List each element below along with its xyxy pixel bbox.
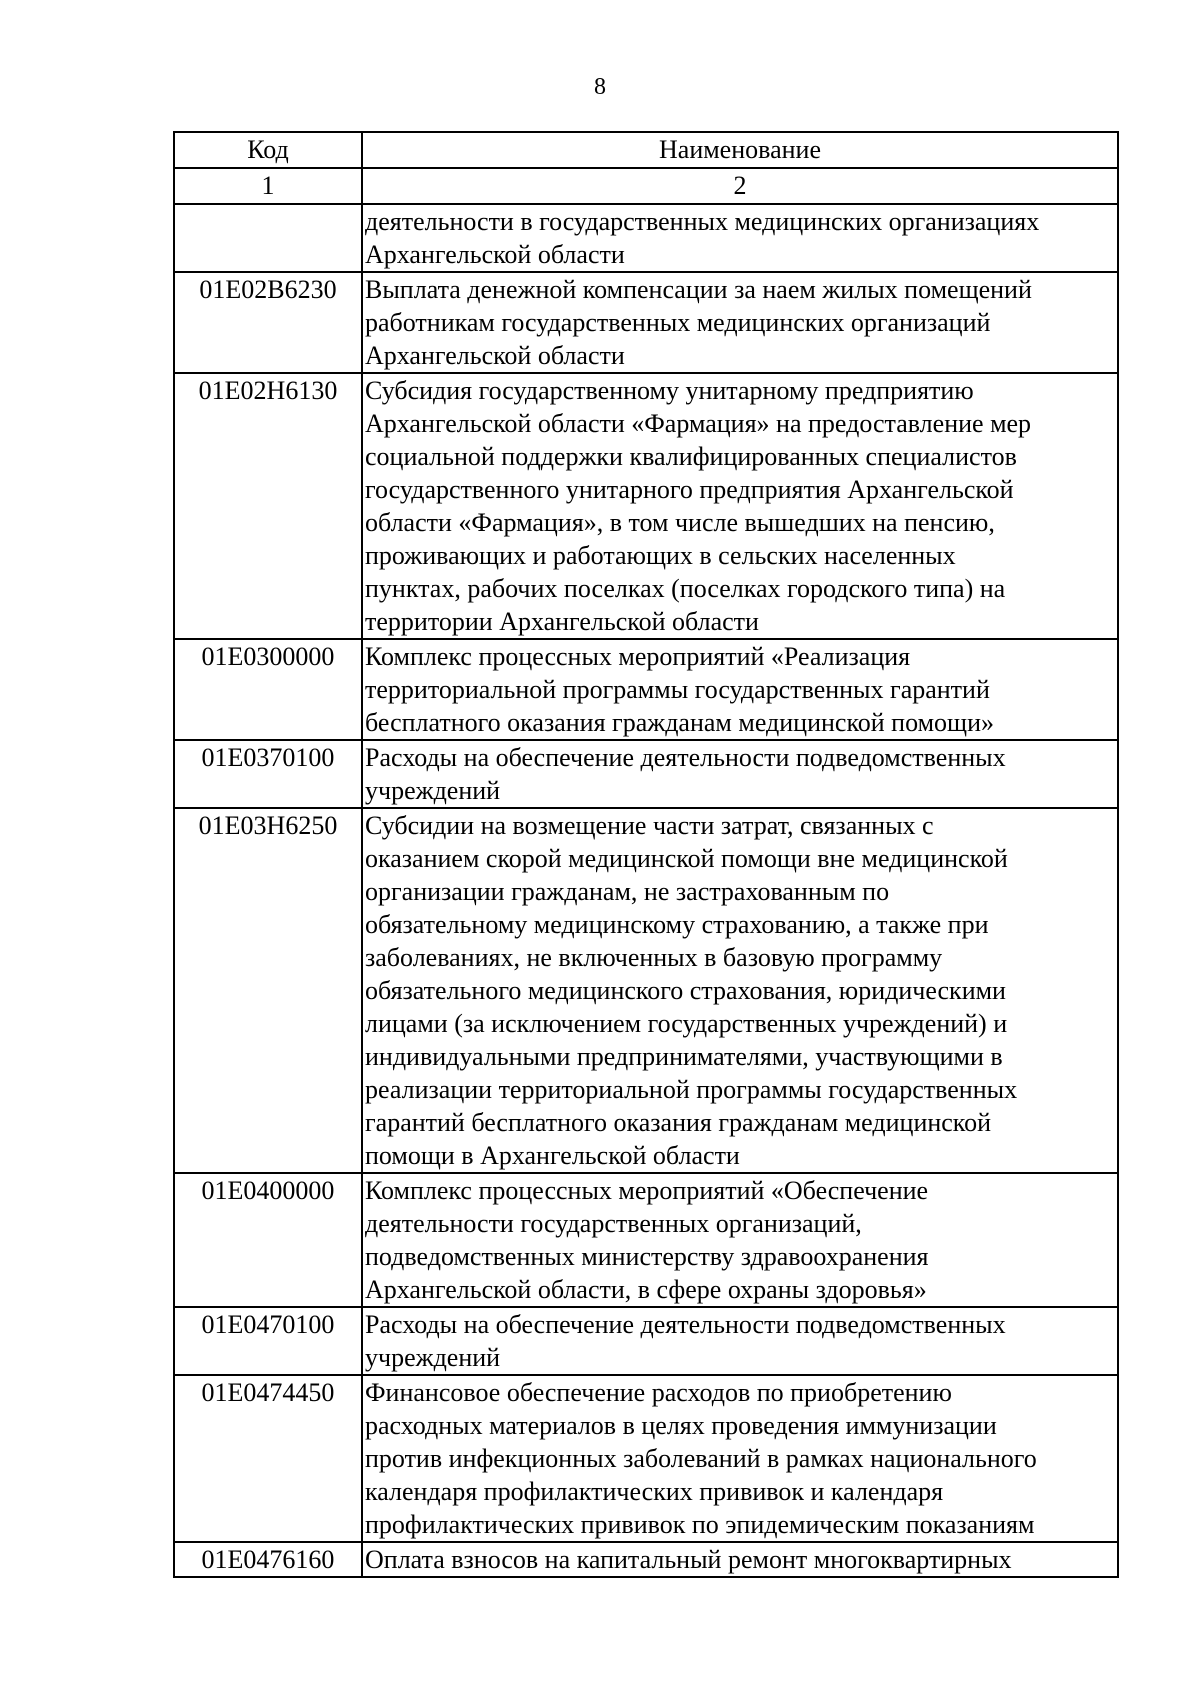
table-header-row — [174, 132, 1118, 168]
row-name — [362, 1307, 1118, 1375]
row-name-line: учреждений — [365, 1343, 501, 1372]
row-name-line: Архангельской области — [365, 341, 625, 370]
table-row — [174, 740, 1118, 808]
row-name — [362, 1375, 1118, 1542]
row-name-line: области «Фармация», в том числе вышедших на пенсию, — [365, 508, 995, 537]
row-name-line: Расходы на обеспечение деятельности подведомственных — [365, 743, 1006, 772]
row-name-line: учреждений — [365, 776, 501, 805]
table-row — [174, 373, 1118, 639]
table-row — [174, 204, 1118, 272]
row-name-line: оказанием скорой медицинской помощи вне медицинской — [365, 844, 1008, 873]
row-name — [362, 272, 1118, 373]
row-name-line: против инфекционных заболеваний в рамках национального — [365, 1444, 1037, 1473]
row-code: 01E02B6230 — [174, 272, 362, 373]
table-row — [174, 639, 1118, 740]
row-name-line: обязательному медицинскому страхованию, а также при — [365, 910, 989, 939]
row-code — [174, 204, 362, 272]
row-name-line: бесплатного оказания гражданам медицинской помощи» — [365, 708, 994, 737]
row-name-line: обязательного медицинского страхования, юридическими — [365, 976, 1006, 1005]
table-body — [174, 204, 1118, 1577]
row-name-line: пунктах, рабочих поселках (поселках городского типа) на — [365, 574, 1006, 603]
row-name — [362, 1542, 1118, 1577]
row-name — [362, 373, 1118, 639]
row-name-line: Комплекс процессных мероприятий «Обеспечение — [365, 1176, 929, 1205]
row-name-line: календаря профилактических прививок и календаря — [365, 1477, 944, 1506]
row-name-line: проживающих и работающих в сельских населенных — [365, 541, 956, 570]
row-name-line: деятельности государственных организаций, — [365, 1209, 862, 1238]
budget-code-table — [173, 131, 1119, 1578]
row-name-line: Комплекс процессных мероприятий «Реализация — [365, 642, 911, 671]
row-name-line: территории Архангельской области — [365, 607, 759, 636]
row-name-line: помощи в Архангельской области — [365, 1141, 740, 1170]
row-code: 01E02H6130 — [174, 373, 362, 639]
row-name-line: заболеваниях, не включенных в базовую программу — [365, 943, 943, 972]
row-name — [362, 204, 1118, 272]
row-name-line: гарантий бесплатного оказания гражданам медицинской — [365, 1108, 992, 1137]
row-name-line: Финансовое обеспечение расходов по приобретению — [365, 1378, 952, 1407]
row-name-line: Выплата денежной компенсации за наем жилых помещений — [365, 275, 1032, 304]
row-name-line: лицами (за исключением государственных учреждений) и — [365, 1009, 1008, 1038]
row-code: 01E0474450 — [174, 1375, 362, 1542]
table-row — [174, 272, 1118, 373]
column-number-name: 2 — [362, 168, 1118, 204]
row-name-line: социальной поддержки квалифицированных специалистов — [365, 442, 1017, 471]
table-row — [174, 1542, 1118, 1577]
row-code: 01E0400000 — [174, 1173, 362, 1307]
row-name-line: государственного унитарного предприятия Архангельской — [365, 475, 1014, 504]
table-row — [174, 1307, 1118, 1375]
row-name — [362, 639, 1118, 740]
row-name-line: Субсидия государственному унитарному предприятию — [365, 376, 974, 405]
row-name-line: расходных материалов в целях проведения иммунизации — [365, 1411, 997, 1440]
row-name-line: реализации территориальной программы государственных — [365, 1075, 1018, 1104]
row-name-line: Оплата взносов на капитальный ремонт многоквартирных — [365, 1545, 1012, 1574]
row-name — [362, 808, 1118, 1173]
row-name — [362, 740, 1118, 808]
row-name-line: профилактических прививок по эпидемическим показаниям — [365, 1510, 1035, 1539]
row-name-line: организации гражданам, не застрахованным по — [365, 877, 890, 906]
table-row — [174, 1375, 1118, 1542]
row-code: 01E0300000 — [174, 639, 362, 740]
column-numbers-row — [174, 168, 1118, 204]
row-name-line: Архангельской области — [365, 240, 625, 269]
row-name-line: подведомственных министерству здравоохранения — [365, 1242, 929, 1271]
row-name-line: индивидуальными предпринимателями, участвующими в — [365, 1042, 1003, 1071]
row-name-line: Расходы на обеспечение деятельности подведомственных — [365, 1310, 1006, 1339]
row-code: 01E0476160 — [174, 1542, 362, 1577]
column-number-code: 1 — [174, 168, 362, 204]
header-name: Наименование — [362, 132, 1118, 168]
row-name-line: территориальной программы государственных гарантий — [365, 675, 990, 704]
row-name-line: работникам государственных медицинских организаций — [365, 308, 991, 337]
row-name-line: Архангельской области, в сфере охраны здоровья» — [365, 1275, 927, 1304]
table-row — [174, 808, 1118, 1173]
row-name — [362, 1173, 1118, 1307]
row-name-line: деятельности в государственных медицинских организациях — [365, 207, 1040, 236]
header-code: Код — [174, 132, 362, 168]
row-code: 01E03H6250 — [174, 808, 362, 1173]
row-code: 01E0470100 — [174, 1307, 362, 1375]
row-name-line: Архангельской области «Фармация» на предоставление мер — [365, 409, 1032, 438]
row-name-line: Субсидии на возмещение части затрат, связанных с — [365, 811, 934, 840]
row-code: 01E0370100 — [174, 740, 362, 808]
table-row — [174, 1173, 1118, 1307]
page-number: 8 — [594, 74, 606, 100]
